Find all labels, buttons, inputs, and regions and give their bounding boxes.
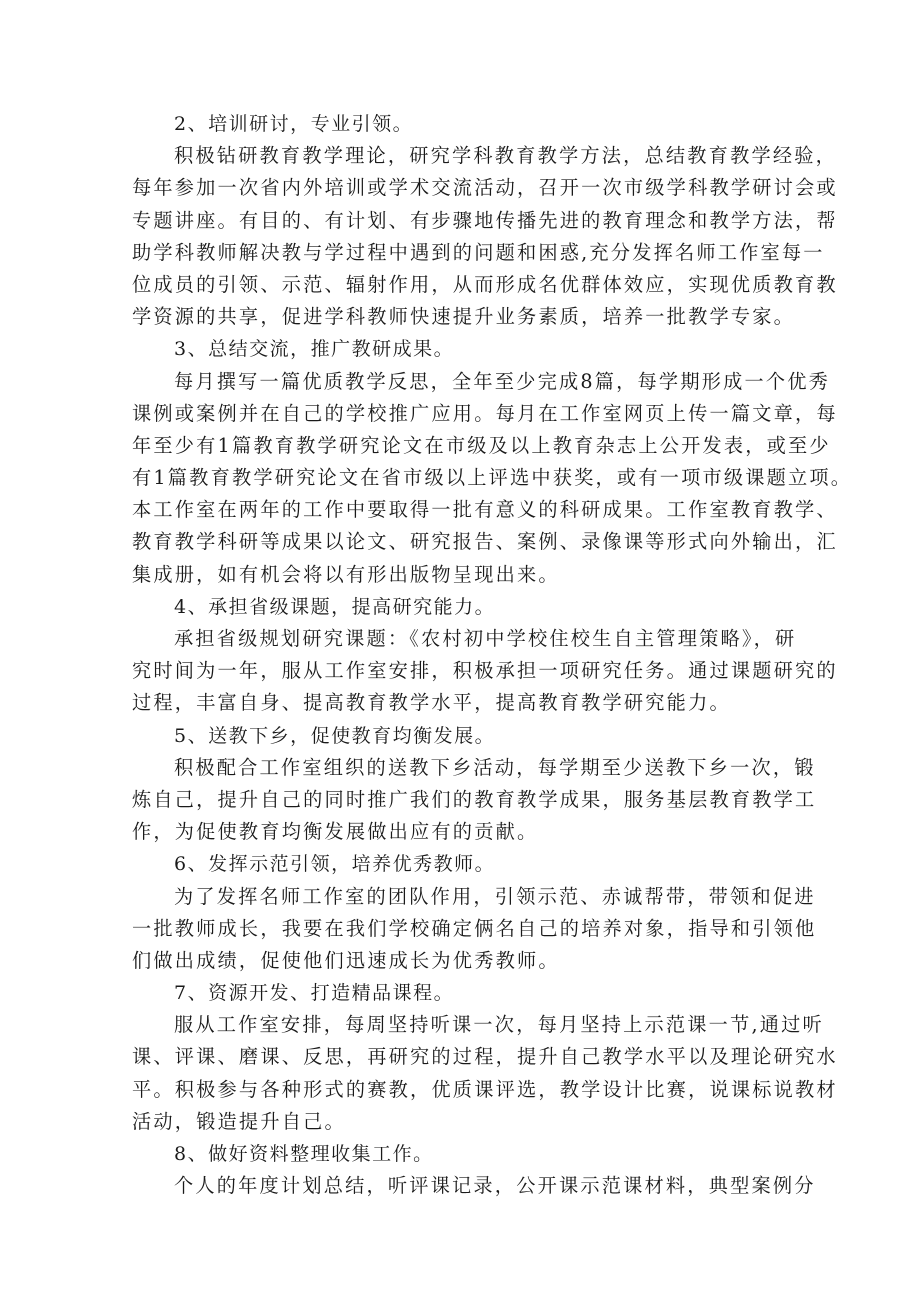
paragraph-line: 年至少有1篇教育教学研究论文在市级及以上教育杂志上公开发表，或至少 <box>132 433 831 457</box>
paragraph-line: 究时间为一年，服从工作室安排，积极承担一项研究任务。通过课题研究的 <box>132 659 838 683</box>
section-heading: 2、培训研讨，专业引领。 <box>174 113 414 135</box>
paragraph-line: 积极钻研教育教学理论，研究学科教育教学方法，总结教育教学经验， <box>174 144 838 168</box>
paragraph-line: 本工作室在两年的工作中要取得一批有意义的科研成果。工作室教育教学、 <box>132 498 838 522</box>
paragraph-line: 教育教学科研等成果以论文、研究报告、案例、录像课等形式向外输出，汇 <box>132 530 838 554</box>
section-6 <box>132 848 817 977</box>
paragraph-line: 有1篇教育教学研究论文在省市级以上评选中获奖，或有一项市级课题立项。 <box>132 466 853 490</box>
section-8 <box>132 1138 816 1202</box>
section-heading: 5、送教下乡，促使教育均衡发展。 <box>174 724 496 747</box>
paragraph-line: 集成册，如有机会将以有形出版物呈现出来。 <box>132 562 560 586</box>
section-heading: 7、资源开发、打造精品课程。 <box>174 982 455 1005</box>
paragraph-line: 个人的年度计划总结，听评课记录，公开课示范课材料，典型案例分 <box>174 1174 816 1198</box>
paragraph-line: 学资源的共享，促进学科教师快速提升业务素质，培养一批教学专家。 <box>132 305 796 329</box>
paragraph-line: 课、评课、磨课、反思，再研究的过程，提升自己教学水平以及理论研究水 <box>132 1045 838 1069</box>
section-heading: 6、发挥示范引领，培养优秀教师。 <box>174 853 496 876</box>
paragraph-line: 平。积极参与各种形式的赛教，优质课评选，教学设计比赛，说课标说教材 <box>132 1077 838 1101</box>
section-heading: 8、做好资料整理收集工作。 <box>174 1143 434 1165</box>
paragraph-line: 积极配合工作室组织的送教下乡活动，每学期至少送教下乡一次，锻 <box>174 755 816 779</box>
paragraph-line: 为了发挥名师工作室的团队作用，引领示范、赤诚帮带，带领和促进 <box>174 884 816 908</box>
paragraph-line: 承担省级规划研究课题：《农村初中学校住校生自主管理策略》，研 <box>174 627 797 650</box>
paragraph-line: 过程，丰富自身、提高教育教学水平，提高教育教学研究能力。 <box>132 691 731 715</box>
paragraph-line: 们做出成绩，促使他们迅速成长为优秀教师。 <box>132 948 560 972</box>
section-4 <box>132 591 838 720</box>
paragraph-line: 课例或案例并在自己的学校推广应用。每月在工作室网页上传一篇文章，每 <box>132 401 838 425</box>
paragraph-line: 一批教师成长，我要在我们学校确定俩名自己的培养对象，指导和引领他 <box>132 916 817 940</box>
section-heading: 4、承担省级课题，提高研究能力。 <box>174 595 496 618</box>
paragraph-line: 活动，锻造提升自己。 <box>132 1109 346 1133</box>
section-7 <box>132 977 838 1138</box>
section-2 <box>132 108 838 333</box>
section-heading: 3、总结交流，推广教研成果。 <box>174 338 455 361</box>
section-5 <box>132 720 817 849</box>
paragraph-line: 作，为促使教育均衡发展做出应有的贡献。 <box>132 820 539 844</box>
paragraph-line: 位成员的引领、示范、辐射作用，从而形成名优群体效应，实现优质教育教 <box>132 272 838 296</box>
paragraph-line: 每月撰写一篇优质教学反思，全年至少完成8篇，每学期形成一个优秀 <box>174 369 831 393</box>
paragraph-line: 助学科教师解决教与学过程中遇到的问题和困惑,充分发挥名师工作室每一 <box>132 240 825 264</box>
paragraph-line: 炼自己，提升自己的同时推广我们的教育教学成果，服务基层教育教学工 <box>132 787 817 811</box>
document-body <box>132 108 853 1202</box>
paragraph-line: 专题讲座。有目的、有计划、有步骤地传播先进的教育理念和教学方法，帮 <box>132 208 838 232</box>
section-3 <box>132 333 853 591</box>
paragraph-line: 服从工作室安排，每周坚持听课一次，每月坚持上示范课一节,通过听 <box>174 1013 824 1037</box>
paragraph-line: 每年参加一次省内外培训或学术交流活动，召开一次市级学科教学研讨会或 <box>132 176 838 200</box>
